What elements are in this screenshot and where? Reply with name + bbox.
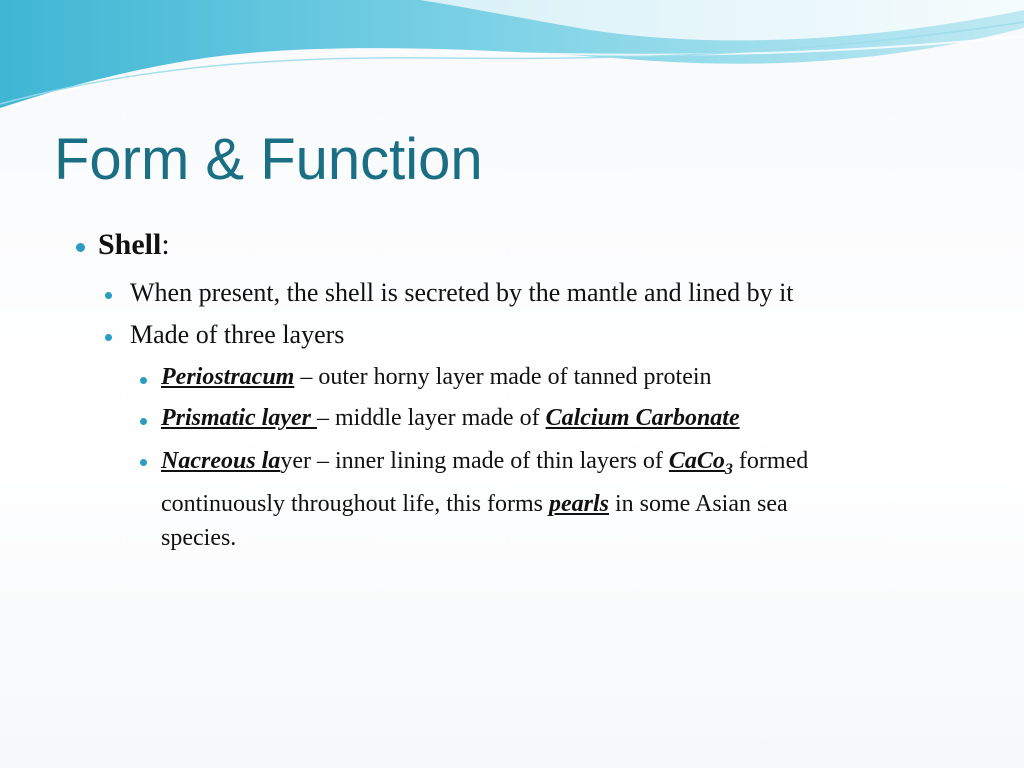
bullet-shell-secreted: When present, the shell is secreted by the mantle and lined by it [130,278,794,307]
bullet-shell [98,228,170,262]
term-periostracum: Periostracum [161,364,295,390]
nacreous-desc-1: yer – inner lining made of thin layers of [280,448,669,474]
caco-text: CaCo [668,448,725,474]
layer-prismatic [161,405,740,432]
prismatic-desc: – middle layer made of [316,405,546,431]
bullet-icon [140,377,147,384]
bullet-three-layers: Made of three layers [130,320,345,349]
bullet-icon [105,334,112,341]
header-wave-decoration [0,0,1024,120]
shell-colon: : [161,228,170,261]
term-caco3 [668,448,733,478]
term-nacreous: Nacreous la [161,448,281,474]
term-pearls: pearls [548,490,609,517]
shell-label: Shell [98,228,162,261]
nacreous-line2-a: continuously throughout life, this forms [161,490,549,517]
layer-periostracum [161,364,712,391]
term-prismatic: Prismatic layer [161,405,317,431]
nacreous-desc-2: formed [732,448,809,474]
bullet-icon [140,459,147,466]
bullet-icon [105,292,112,299]
bullet-icon [76,243,85,252]
bullet-icon [140,418,147,425]
nacreous-line3: species. [161,524,237,551]
periostracum-desc: – outer horny layer made of tanned protein [294,364,712,390]
nacreous-line2-b: in some Asian sea [608,490,788,517]
caco-subscript: 3 [724,460,733,478]
term-calcium-carbonate: Calcium Carbonate [545,405,740,431]
slide-title: Form & Function [54,127,483,192]
layer-nacreous [161,444,808,555]
